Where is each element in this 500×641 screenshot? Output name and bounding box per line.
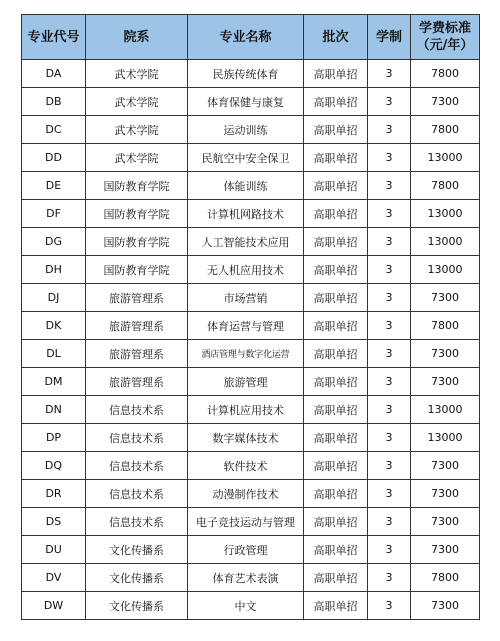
program-years-cell: 3 xyxy=(368,508,411,536)
major-code-cell: DR xyxy=(22,480,86,508)
header-department: 院系 xyxy=(86,15,188,60)
department-cell: 文化传播系 xyxy=(86,536,188,564)
batch-cell: 高职单招 xyxy=(304,452,368,480)
header-major-name: 专业名称 xyxy=(188,15,304,60)
batch-cell: 高职单招 xyxy=(304,284,368,312)
major-name-cell: 体育运营与管理 xyxy=(188,312,304,340)
department-cell: 武术学院 xyxy=(86,60,188,88)
major-name-cell: 民族传统体育 xyxy=(188,60,304,88)
program-years-cell: 3 xyxy=(368,88,411,116)
program-years-cell: 3 xyxy=(368,284,411,312)
major-name-cell: 旅游管理 xyxy=(188,368,304,396)
batch-cell: 高职单招 xyxy=(304,424,368,452)
department-cell: 信息技术系 xyxy=(86,508,188,536)
major-name-cell: 数字媒体技术 xyxy=(188,424,304,452)
department-cell: 信息技术系 xyxy=(86,452,188,480)
major-code-cell: DE xyxy=(22,172,86,200)
batch-cell: 高职单招 xyxy=(304,88,368,116)
major-code-cell: DJ xyxy=(22,284,86,312)
tuition-fee-cell: 13000 xyxy=(411,424,480,452)
tuition-fee-cell: 7300 xyxy=(411,452,480,480)
major-name-cell: 动漫制作技术 xyxy=(188,480,304,508)
batch-cell: 高职单招 xyxy=(304,144,368,172)
batch-cell: 高职单招 xyxy=(304,508,368,536)
tuition-table xyxy=(21,14,480,620)
tuition-fee-cell: 7300 xyxy=(411,592,480,620)
table-row xyxy=(22,116,480,144)
department-cell: 武术学院 xyxy=(86,116,188,144)
program-years-cell: 3 xyxy=(368,536,411,564)
batch-cell: 高职单招 xyxy=(304,368,368,396)
table-row xyxy=(22,88,480,116)
table-row xyxy=(22,452,480,480)
batch-cell: 高职单招 xyxy=(304,228,368,256)
tuition-fee-cell: 7800 xyxy=(411,116,480,144)
department-cell: 旅游管理系 xyxy=(86,284,188,312)
major-code-cell: DB xyxy=(22,88,86,116)
major-code-cell: DK xyxy=(22,312,86,340)
table-row xyxy=(22,228,480,256)
header-row xyxy=(22,15,480,60)
table-header xyxy=(22,15,480,60)
major-code-cell: DP xyxy=(22,424,86,452)
major-name-cell: 计算机网路技术 xyxy=(188,200,304,228)
department-cell: 文化传播系 xyxy=(86,592,188,620)
major-name-cell: 计算机应用技术 xyxy=(188,396,304,424)
major-name-cell: 行政管理 xyxy=(188,536,304,564)
program-years-cell: 3 xyxy=(368,256,411,284)
major-code-cell: DV xyxy=(22,564,86,592)
header-major-code: 专业代号 xyxy=(22,15,86,60)
major-code-cell: DG xyxy=(22,228,86,256)
major-name-cell: 人工智能技术应用 xyxy=(188,228,304,256)
major-name-cell: 无人机应用技术 xyxy=(188,256,304,284)
batch-cell: 高职单招 xyxy=(304,60,368,88)
tuition-fee-cell: 13000 xyxy=(411,144,480,172)
major-name-cell: 运动训练 xyxy=(188,116,304,144)
major-code-cell: DW xyxy=(22,592,86,620)
batch-cell: 高职单招 xyxy=(304,340,368,368)
department-cell: 国防教育学院 xyxy=(86,256,188,284)
department-cell: 国防教育学院 xyxy=(86,200,188,228)
tuition-fee-cell: 7300 xyxy=(411,536,480,564)
major-code-cell: DU xyxy=(22,536,86,564)
batch-cell: 高职单招 xyxy=(304,592,368,620)
department-cell: 国防教育学院 xyxy=(86,228,188,256)
major-name-cell: 电子竞技运动与管理 xyxy=(188,508,304,536)
tuition-fee-cell: 7300 xyxy=(411,340,480,368)
batch-cell: 高职单招 xyxy=(304,480,368,508)
major-code-cell: DL xyxy=(22,340,86,368)
major-code-cell: DC xyxy=(22,116,86,144)
table-row xyxy=(22,60,480,88)
program-years-cell: 3 xyxy=(368,144,411,172)
batch-cell: 高职单招 xyxy=(304,200,368,228)
tuition-fee-cell: 13000 xyxy=(411,200,480,228)
program-years-cell: 3 xyxy=(368,368,411,396)
department-cell: 信息技术系 xyxy=(86,424,188,452)
major-name-cell: 民航空中安全保卫 xyxy=(188,144,304,172)
program-years-cell: 3 xyxy=(368,116,411,144)
table-row xyxy=(22,312,480,340)
header-batch: 批次 xyxy=(304,15,368,60)
batch-cell: 高职单招 xyxy=(304,256,368,284)
table-row xyxy=(22,200,480,228)
major-code-cell: DF xyxy=(22,200,86,228)
department-cell: 国防教育学院 xyxy=(86,172,188,200)
program-years-cell: 3 xyxy=(368,424,411,452)
table-row xyxy=(22,284,480,312)
table-row xyxy=(22,396,480,424)
department-cell: 旅游管理系 xyxy=(86,368,188,396)
tuition-fee-cell: 13000 xyxy=(411,396,480,424)
batch-cell: 高职单招 xyxy=(304,564,368,592)
major-name-cell: 体育保健与康复 xyxy=(188,88,304,116)
program-years-cell: 3 xyxy=(368,564,411,592)
department-cell: 文化传播系 xyxy=(86,564,188,592)
major-name-cell: 市场营销 xyxy=(188,284,304,312)
tuition-fee-cell: 7800 xyxy=(411,312,480,340)
program-years-cell: 3 xyxy=(368,172,411,200)
table-row xyxy=(22,256,480,284)
table-row xyxy=(22,592,480,620)
program-years-cell: 3 xyxy=(368,340,411,368)
program-years-cell: 3 xyxy=(368,480,411,508)
program-years-cell: 3 xyxy=(368,60,411,88)
table-row xyxy=(22,564,480,592)
table-body xyxy=(22,60,480,620)
table-row xyxy=(22,368,480,396)
tuition-fee-cell: 13000 xyxy=(411,256,480,284)
batch-cell: 高职单招 xyxy=(304,396,368,424)
table-row xyxy=(22,536,480,564)
batch-cell: 高职单招 xyxy=(304,172,368,200)
header-program-years: 学制 xyxy=(368,15,411,60)
program-years-cell: 3 xyxy=(368,200,411,228)
table-row xyxy=(22,424,480,452)
program-years-cell: 3 xyxy=(368,228,411,256)
department-cell: 信息技术系 xyxy=(86,396,188,424)
tuition-fee-cell: 7800 xyxy=(411,564,480,592)
major-code-cell: DM xyxy=(22,368,86,396)
table-row xyxy=(22,144,480,172)
major-name-cell: 中文 xyxy=(188,592,304,620)
header-tuition-fee: 学费标准（元/年） xyxy=(411,15,480,60)
table-row xyxy=(22,480,480,508)
department-cell: 旅游管理系 xyxy=(86,340,188,368)
major-name-cell: 体育艺术表演 xyxy=(188,564,304,592)
department-cell: 信息技术系 xyxy=(86,480,188,508)
program-years-cell: 3 xyxy=(368,592,411,620)
table-row xyxy=(22,172,480,200)
major-name-cell: 酒店管理与数字化运营 xyxy=(188,340,304,368)
major-code-cell: DN xyxy=(22,396,86,424)
major-name-cell: 体能训练 xyxy=(188,172,304,200)
table-row xyxy=(22,340,480,368)
tuition-fee-cell: 13000 xyxy=(411,228,480,256)
program-years-cell: 3 xyxy=(368,452,411,480)
department-cell: 旅游管理系 xyxy=(86,312,188,340)
program-years-cell: 3 xyxy=(368,312,411,340)
tuition-fee-cell: 7300 xyxy=(411,508,480,536)
major-code-cell: DS xyxy=(22,508,86,536)
major-code-cell: DQ xyxy=(22,452,86,480)
program-years-cell: 3 xyxy=(368,396,411,424)
batch-cell: 高职单招 xyxy=(304,536,368,564)
department-cell: 武术学院 xyxy=(86,88,188,116)
batch-cell: 高职单招 xyxy=(304,116,368,144)
major-code-cell: DA xyxy=(22,60,86,88)
major-code-cell: DD xyxy=(22,144,86,172)
batch-cell: 高职单招 xyxy=(304,312,368,340)
tuition-fee-cell: 7800 xyxy=(411,172,480,200)
tuition-fee-cell: 7800 xyxy=(411,60,480,88)
major-code-cell: DH xyxy=(22,256,86,284)
department-cell: 武术学院 xyxy=(86,144,188,172)
tuition-fee-cell: 7300 xyxy=(411,480,480,508)
table-row xyxy=(22,508,480,536)
major-name-cell: 软件技术 xyxy=(188,452,304,480)
tuition-fee-cell: 7300 xyxy=(411,88,480,116)
tuition-fee-cell: 7300 xyxy=(411,284,480,312)
tuition-fee-cell: 7300 xyxy=(411,368,480,396)
